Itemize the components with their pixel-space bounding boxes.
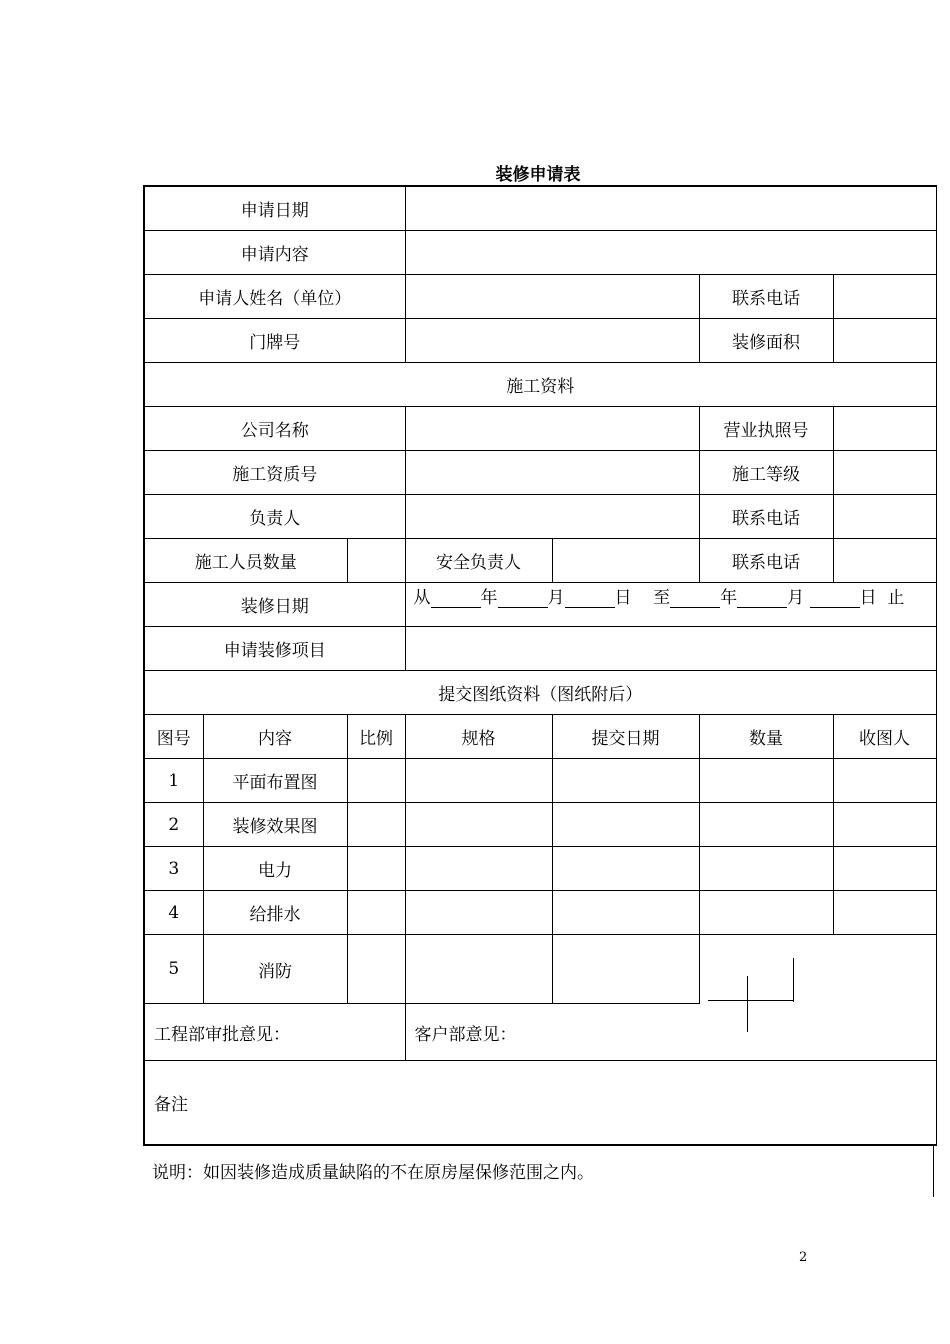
engineering-opinion-label: 工程部审批意见： (144, 1004, 405, 1061)
receiver-cell[interactable] (833, 803, 936, 847)
header-drawing-no: 图号 (144, 715, 203, 759)
drawing-no: 3 (144, 847, 203, 891)
scale-cell[interactable] (347, 847, 405, 891)
safety-officer-field[interactable] (552, 539, 699, 583)
drawing-content: 电力 (203, 847, 347, 891)
customer-opinion-field[interactable] (405, 1004, 936, 1061)
spec-cell[interactable] (405, 891, 552, 935)
submit-date-cell[interactable] (552, 803, 699, 847)
quantity-cell[interactable] (699, 891, 833, 935)
drawing-no: 5 (144, 935, 203, 1004)
receiver-cell[interactable] (833, 891, 936, 935)
end-year-blank[interactable] (670, 591, 720, 608)
quantity-receiver-merged-cell[interactable] (699, 935, 936, 1004)
start-year-label: 年 (480, 588, 498, 608)
renovation-date-label: 装修日期 (144, 583, 405, 627)
end-day-label: 日 (859, 588, 877, 608)
remarks-field[interactable] (144, 1061, 936, 1146)
apply-content-label: 申请内容 (144, 231, 405, 275)
construction-grade-field[interactable] (833, 451, 936, 495)
quantity-cell[interactable] (699, 803, 833, 847)
staff-count-label: 施工人员数量 (144, 539, 347, 583)
apply-date-label: 申请日期 (144, 186, 405, 231)
qualification-no-label: 施工资质号 (144, 451, 405, 495)
applicant-phone-field[interactable] (833, 275, 936, 319)
table-row (144, 891, 936, 935)
contractor-phone-label: 联系电话 (699, 495, 833, 539)
license-no-label: 营业执照号 (699, 407, 833, 451)
apply-date-field[interactable] (405, 186, 936, 231)
table-row (144, 935, 936, 1004)
person-in-charge-label: 负责人 (144, 495, 405, 539)
header-quantity: 数量 (699, 715, 833, 759)
drawing-content: 消防 (203, 935, 347, 1004)
renovation-application-table (143, 185, 937, 1146)
construction-grade-label: 施工等级 (699, 451, 833, 495)
stray-horizontal-line (708, 1000, 794, 1001)
date-from: 从 (413, 588, 431, 608)
area-field[interactable] (833, 319, 936, 363)
end-day-blank[interactable] (810, 591, 860, 608)
stray-vertical-line (793, 958, 794, 1002)
qualification-no-field[interactable] (405, 451, 699, 495)
door-number-field[interactable] (405, 319, 699, 363)
end-year-label: 年 (720, 588, 738, 608)
start-month-blank[interactable] (498, 591, 548, 608)
header-submit-date: 提交日期 (552, 715, 699, 759)
quantity-cell[interactable] (699, 759, 833, 803)
drawing-content: 给排水 (203, 891, 347, 935)
drawing-content: 平面布置图 (203, 759, 347, 803)
stray-cross-line (747, 976, 748, 1032)
spec-cell[interactable] (405, 847, 552, 891)
spec-cell[interactable] (405, 759, 552, 803)
drawings-section-header: 提交图纸资料（图纸附后） (144, 671, 936, 715)
safety-phone-field[interactable] (833, 539, 936, 583)
door-number-label: 门牌号 (144, 319, 405, 363)
area-label: 装修面积 (699, 319, 833, 363)
construction-section-header: 施工资料 (144, 363, 936, 407)
end-month-label: 月 (787, 588, 805, 608)
renovation-date-range[interactable] (405, 583, 936, 627)
start-month-label: 月 (547, 588, 565, 608)
submit-date-cell[interactable] (552, 847, 699, 891)
quantity-cell[interactable] (699, 847, 833, 891)
applicant-name-label: 申请人姓名（单位） (144, 275, 405, 319)
scale-cell[interactable] (347, 891, 405, 935)
form-title: 装修申请表 (495, 165, 581, 185)
safety-phone-label: 联系电话 (699, 539, 833, 583)
safety-officer-label: 安全负责人 (405, 539, 552, 583)
remarks-label: 备注 (154, 1095, 188, 1115)
receiver-cell[interactable] (833, 847, 936, 891)
table-row (144, 759, 936, 803)
apply-content-field[interactable] (405, 231, 936, 275)
spec-cell[interactable] (405, 935, 552, 1004)
spec-cell[interactable] (405, 803, 552, 847)
license-no-field[interactable] (833, 407, 936, 451)
date-to: 至 (653, 588, 671, 608)
company-name-label: 公司名称 (144, 407, 405, 451)
date-end: 止 (887, 588, 905, 608)
scale-cell[interactable] (347, 803, 405, 847)
drawing-no: 4 (144, 891, 203, 935)
drawing-no: 2 (144, 803, 203, 847)
drawing-no: 1 (144, 759, 203, 803)
page-number: 2 (799, 1250, 808, 1265)
right-edge-line (933, 1144, 934, 1197)
start-day-label: 日 (614, 588, 632, 608)
applicant-name-field[interactable] (405, 275, 699, 319)
start-day-blank[interactable] (565, 591, 615, 608)
scale-cell[interactable] (347, 759, 405, 803)
form-note: 说明：如因装修造成质量缺陷的不在原房屋保修范围之内。 (152, 1163, 594, 1183)
table-row (144, 847, 936, 891)
table-row (144, 803, 936, 847)
apply-items-label: 申请装修项目 (144, 627, 405, 671)
applicant-phone-label: 联系电话 (699, 275, 833, 319)
person-in-charge-field[interactable] (405, 495, 699, 539)
apply-items-field[interactable] (405, 627, 936, 671)
company-name-field[interactable] (405, 407, 699, 451)
end-month-blank[interactable] (737, 591, 787, 608)
header-spec: 规格 (405, 715, 552, 759)
submit-date-cell[interactable] (552, 891, 699, 935)
start-year-blank[interactable] (431, 591, 481, 608)
customer-opinion-label: 客户部意见： (414, 1024, 517, 1045)
submit-date-cell[interactable] (552, 759, 699, 803)
header-receiver: 收图人 (833, 715, 936, 759)
staff-count-field[interactable] (347, 539, 405, 583)
submit-date-cell[interactable] (552, 935, 699, 1004)
receiver-cell[interactable] (833, 759, 936, 803)
drawing-content: 装修效果图 (203, 803, 347, 847)
contractor-phone-field[interactable] (833, 495, 936, 539)
header-scale: 比例 (347, 715, 405, 759)
scale-cell[interactable] (347, 935, 405, 1004)
header-content: 内容 (203, 715, 347, 759)
